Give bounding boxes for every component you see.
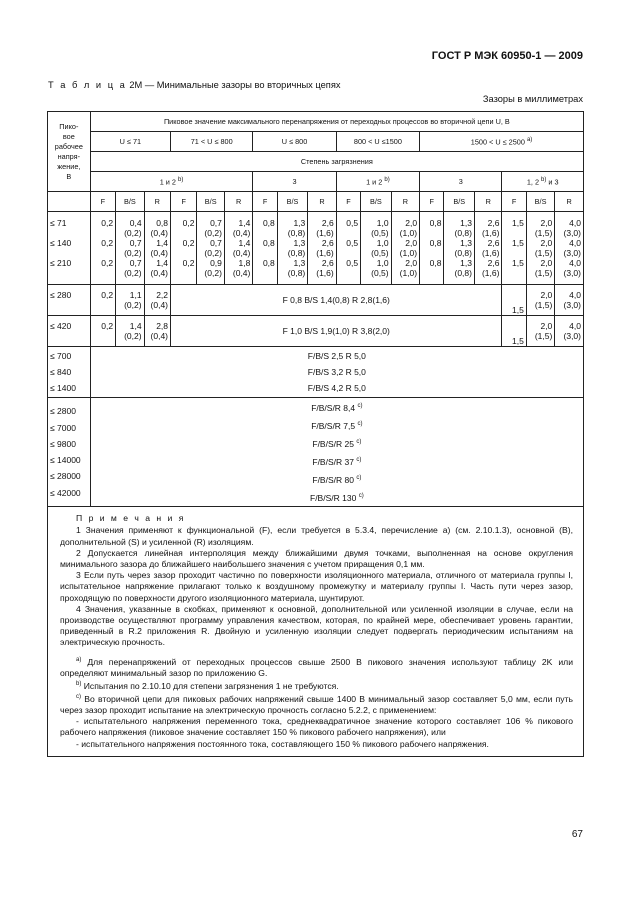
column-label: R [144, 192, 170, 212]
pollution-degree: 3 [420, 172, 502, 192]
value-cell: 0,2 0,2 0,2 [171, 212, 197, 285]
value-cell: 1,5 [502, 285, 526, 316]
column-label: F [502, 192, 526, 212]
value-cell: 0,8 0,8 0,8 [420, 212, 444, 285]
peak-cell: ≤ 420 [48, 316, 91, 347]
table-row [48, 347, 584, 398]
peak-cell: ≤ 280 [48, 285, 91, 316]
column-labels-row [48, 192, 584, 212]
merged-value-cell: F/B/S/R 8,4 $^{c)}$ F/B/S/R 7,5 $^{c)}$ F/B/S/R 25 $^{c)}$ F/B/S/R 37 $^{c)}$ F/B/S/R 80 $^{c)}$ F/B/S/R 130 $^{c)}$ [90, 398, 583, 507]
range-header: 71 < U ≤ 800 [171, 132, 253, 152]
column-label: R [308, 192, 336, 212]
merged-value-cell: F 0,8 B/S 1,4(0,8) R 2,8(1,6) [171, 285, 502, 316]
peak-voltage-header: Пико- вое рабочее напря- жение, В [48, 112, 91, 192]
units-note: Зазоры в миллиметрах [482, 94, 583, 104]
value-cell: 0,2 0,2 0,2 [90, 212, 115, 285]
footnote-a: $^{a)}$ Для перенапряжений от переходных процессов свыше 2500 В пикового значения используют таблицу 2K или определяют минимальный зазор по приложению G. [60, 656, 573, 678]
column-label: B/S [116, 192, 144, 212]
table-row [48, 398, 584, 507]
footnote-c-item: - испытательного напряжения постоянного тока, составляющего 150 % пикового рабочего напряжения. [76, 738, 489, 749]
footnote-c: $^{c)}$ Во вторичной цепи для пиковых рабочих напряжений свыше 1400 В минимальный зазор составляет 5,0 мм, если путь через зазор проходит испытание на электрическую прочность согласно 5.2.2, с применением: [60, 693, 573, 716]
clearance-table [47, 111, 584, 757]
notes-cell [48, 507, 584, 757]
column-label: B/S [277, 192, 308, 212]
merged-value-cell: F/B/S 2,5 R 5,0 F/B/S 3,2 R 5,0 F/B/S 4,2 R 5,0 [90, 347, 583, 398]
peak-cell: ≤ 71 ≤ 140 ≤ 210 [48, 212, 91, 285]
document-header: ГОСТ Р МЭК 60950-1 — 2009 [431, 50, 583, 62]
value-cell: 1,3 (0,8) 1,3 (0,8) 1,3 (0,8) [444, 212, 475, 285]
column-label: R [474, 192, 501, 212]
pollution-degree: 1, 2 $^{b)}$ и 3 [502, 172, 584, 192]
pollution-degree: 3 [253, 172, 336, 192]
value-cell: 4,0 (3,0) [555, 316, 584, 347]
column-label: F [171, 192, 197, 212]
note-paragraph: 2 Допускается линейная интерполяция между ближайшими двумя точками, выполненная на основе округления минимального зазора до ближайшего наибольшего значения с учетом приращения 0,1 мм. [60, 547, 573, 569]
column-label: B/S [361, 192, 392, 212]
column-label: F [253, 192, 277, 212]
value-cell: 1,1 (0,2) [116, 285, 144, 316]
column-label: F [90, 192, 115, 212]
value-cell: 2,0 (1,5) [526, 316, 554, 347]
value-cell: 0,8 0,8 0,8 [253, 212, 277, 285]
column-label: R [224, 192, 252, 212]
note-paragraph: 3 Если путь через зазор проходит частично по поверхности изоляционного материала, отличного от материала группы I, испытательное напряжение прилагают только к воздушному промежутку и материалу группы I. Часть пути через зазор, проходящую по поверхности другого изоляционного материала, шунтируют. [60, 570, 573, 603]
value-cell: 2,0 (1,0) 2,0 (1,0) 2,0 (1,0) [391, 212, 419, 285]
empty-cell [48, 192, 91, 212]
column-label: F [420, 192, 444, 212]
notes-title: П р и м е ч а н и я [76, 513, 186, 524]
merged-value-cell: F 1,0 B/S 1,9(1,0) R 3,8(2,0) [171, 316, 502, 347]
range-header: U ≤ 800 [253, 132, 336, 152]
footnote-c-item: - испытательного напряжения переменного тока, среднеквадратичное значение которого составляет 106 % пикового рабочего напряжения (пиковое значение составляет 150 % пикового рабочего напряжения), или [60, 716, 573, 738]
footnote-b: $^{b)}$ Испытания по 2.10.10 для степени загрязнения 1 не требуются. [76, 680, 339, 691]
value-cell: 1,5 [502, 316, 526, 347]
value-cell: 0,4 (0,2) 0,7 (0,2) 0,7 (0,2) [116, 212, 144, 285]
value-cell: 1,3 (0,8) 1,3 (0,8) 1,3 (0,8) [277, 212, 308, 285]
value-cell: 2,0 (1,5) 2,0 (1,5) 2,0 (1,5) [526, 212, 554, 285]
value-cell: 2,8 (0,4) [144, 316, 170, 347]
value-cell: 0,2 [90, 285, 115, 316]
value-cell: 4,0 (3,0) [555, 285, 584, 316]
value-cell: 2,0 (1,5) [526, 285, 554, 316]
value-cell: 0,7 (0,2) 0,7 (0,2) 0,9 (0,2) [197, 212, 224, 285]
table-row [48, 316, 584, 347]
note-paragraph: 4 Значения, указанные в скобках, применяют к основной, дополнительной или усиленной изоляции в случае, если на производстве осуществляют программу управления качеством, которая, по крайней мере, обеспечивает уровень гарантии, приведенный в R.2 приложения R. Двойную и усиленную изоляции следует подвергать периодическим испытаниям на электрическую прочность. [60, 603, 573, 648]
value-cell: 4,0 (3,0) 4,0 (3,0) 4,0 (3,0) [555, 212, 584, 285]
overvoltage-header: Пиковое значение максимального перенапряжения от переходных процессов во вторичной цепи U, В [90, 112, 583, 132]
peak-cell: ≤ 2800 ≤ 7000 ≤ 9800 ≤ 14000 ≤ 28000 ≤ 42000 [48, 398, 91, 507]
column-label: R [555, 192, 584, 212]
peak-cell: ≤ 700 ≤ 840 ≤ 1400 [48, 347, 91, 398]
page-number: 67 [571, 829, 583, 840]
column-label: F [336, 192, 360, 212]
table-row [48, 212, 584, 285]
value-cell: 0,8 (0,4) 1,4 (0,4) 1,4 (0,4) [144, 212, 170, 285]
notes-row [48, 507, 584, 757]
column-label: R [391, 192, 419, 212]
table-caption: Т а б л и ц а 2М — Минимальные зазоры во вторичных цепях [48, 80, 341, 90]
column-label: B/S [526, 192, 554, 212]
value-cell: 0,2 [90, 316, 115, 347]
value-cell: 0,5 0,5 0,5 [336, 212, 360, 285]
value-cell: 2,2 (0,4) [144, 285, 170, 316]
value-cell: 1,5 1,5 1,5 [502, 212, 526, 285]
table-row [48, 285, 584, 316]
range-header: U ≤ 71 [90, 132, 170, 152]
column-label: B/S [197, 192, 224, 212]
pollution-header: Степень загрязнения [90, 152, 583, 172]
pollution-degree: 1 и 2 $^{b)}$ [90, 172, 253, 192]
range-header: 1500 < U ≤ 2500 $^{a)}$ [420, 132, 584, 152]
pollution-degree: 1 и 2 $^{b)}$ [336, 172, 419, 192]
value-cell: 1,0 (0,5) 1,0 (0,5) 1,0 (0,5) [361, 212, 392, 285]
value-cell: 1,4 (0,4) 1,4 (0,4) 1,8 (0,4) [224, 212, 252, 285]
column-label: B/S [444, 192, 475, 212]
value-cell: 2,6 (1,6) 2,6 (1,6) 2,6 (1,6) [308, 212, 336, 285]
range-header: 800 < U ≤1500 [336, 132, 419, 152]
value-cell: 1,4 (0,2) [116, 316, 144, 347]
value-cell: 2,6 (1,6) 2,6 (1,6) 2,6 (1,6) [474, 212, 501, 285]
note-paragraph: 1 Значения применяют к функциональной (F), если требуется в 5.3.4, перечисление а) (см. 2.10.1.3), основной (В), дополнительной (S) и усиленной (R) изоляциям. [60, 525, 573, 547]
